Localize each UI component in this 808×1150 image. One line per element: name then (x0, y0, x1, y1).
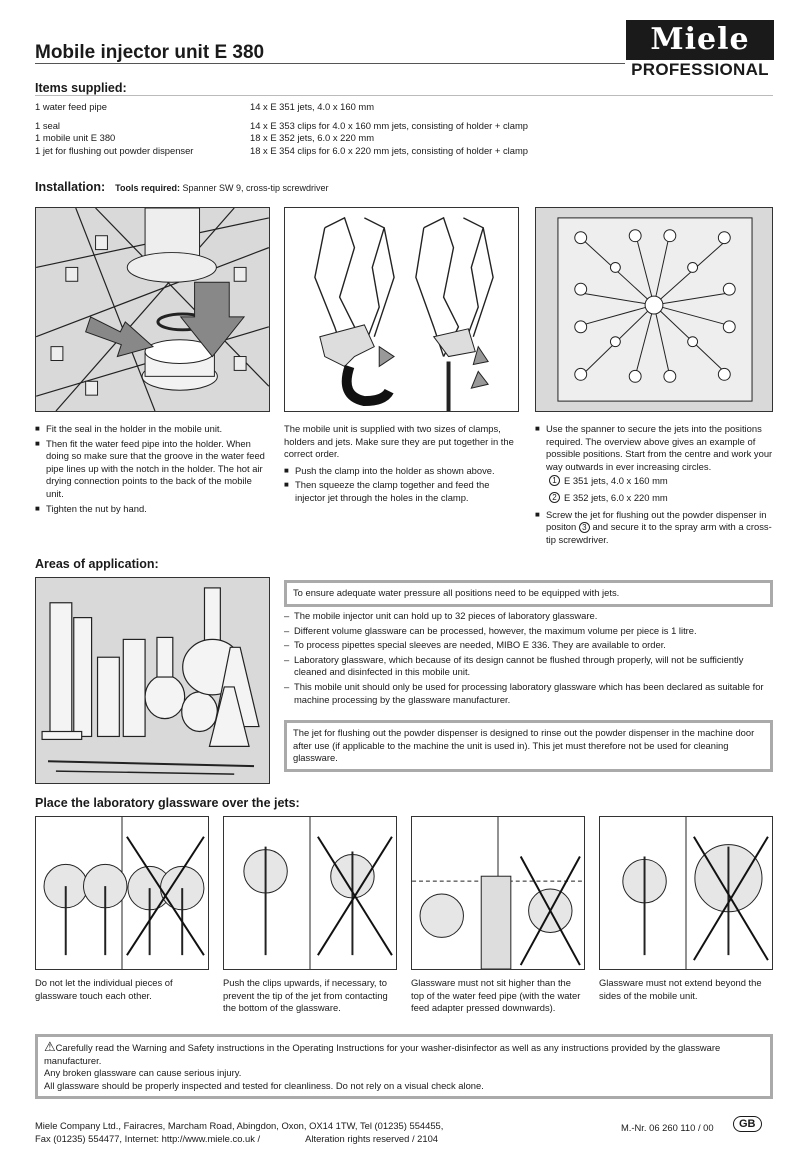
item-left: 1 water feed pipe (35, 101, 107, 112)
tools-required (115, 182, 328, 195)
step-item: ■ Then fit the water feed pipe into the holder. When doing so make sure that the groove in the water feed pipe lines up with the notch in the holder. The hot air drying connection points to the back of the mobile unit. (35, 438, 270, 501)
areas-list (284, 610, 773, 708)
areas-list-item: – Laboratory glassware, which because of its design cannot be flushed through properly, will not be sufficiently cleaned and disinfected in this mobile unit. (284, 654, 773, 679)
items-supplied-title: Items supplied: (35, 81, 127, 95)
lab-glassware-illustration (36, 578, 269, 783)
figure-jet-positions (535, 207, 773, 412)
item-right: 18 x E 354 clips for 6.0 x 220 mm jets, consisting of holder + clamp (250, 144, 528, 156)
no-touch-illustration (36, 817, 208, 969)
jet-type-1 (549, 475, 773, 488)
areas-title: Areas of application: (35, 557, 159, 571)
powder-dispenser-note: The jet for flushing out the powder dispenser is designed to rinse out the powder dispenser in the machine door after use (if applicable to the machine the unit is used in). This jet must therefore not be used for cleaning glassware. (284, 720, 773, 772)
footer-line-1: Miele Company Ltd., Fairacres, Marcham Road, Abingdon, Oxon, OX14 1TW, Tel (01235) 554455, (35, 1120, 444, 1131)
items-left-list (35, 101, 245, 157)
tools-label: Tools required: (115, 183, 180, 193)
installation-steps-col1 (35, 423, 270, 517)
height-limit-illustration (412, 817, 584, 969)
areas-list-item: – To process pipettes special sleeves are needed, MIBO E 336. They are available to order. (284, 639, 773, 652)
width-limit-illustration (600, 817, 772, 969)
step-item: ■ Fit the seal in the holder in the mobile unit. (35, 423, 270, 436)
col3-list (535, 423, 773, 473)
jet1-label: E 351 jets, 4.0 x 160 mm (564, 475, 668, 487)
caption-no-touch: Do not let the individual pieces of glassware touch each other. (35, 977, 173, 1001)
brand-logo-sub: PROFESSIONAL (631, 60, 769, 79)
warning-line (44, 1041, 764, 1067)
figure-height-limit (411, 816, 585, 970)
warning-line-3: All glassware should be properly inspected and tested for cleanliness. Do not rely on a visual check alone. (44, 1079, 484, 1091)
col3-list-2 (535, 509, 773, 547)
areas-list-item: – Different volume glassware can be processed, however, the maximum volume per piece is 1 litre. (284, 625, 773, 638)
caption-push-clips: Push the clips upwards, if necessary, to prevent the tip of the jet from contacting the bottom of the glassware. (223, 977, 388, 1014)
language-badge: GB (733, 1116, 762, 1132)
installation-steps-col3 (535, 423, 773, 548)
figure-clamp-holder (284, 207, 519, 412)
jet1-number: 1 (549, 475, 560, 486)
installation-header (35, 180, 329, 195)
footer-line-2 (35, 1133, 595, 1146)
tools-value: Spanner SW 9, cross-tip screwdriver (182, 183, 329, 193)
figure-width-limit (599, 816, 773, 970)
step-item (535, 509, 773, 547)
step-item: ■ Push the clamp into the holder as shown above. (284, 465, 519, 478)
seal-holder-illustration (36, 208, 269, 411)
jet-positions-illustration (536, 208, 772, 411)
warning-line-1: Carefully read the Warning and Safety instructions in the Operating Instructions for your washer-disinfector as well as any instructions provided by the glassware manufacturer. (44, 1042, 721, 1066)
figure-seal-holder (35, 207, 270, 412)
jet2-number: 2 (549, 492, 560, 503)
alteration-rights: Alteration rights reserved / 2104 (305, 1132, 439, 1144)
figure-push-clips (223, 816, 397, 970)
areas-list-item: – The mobile injector unit can hold up to 32 pieces of laboratory glassware. (284, 610, 773, 623)
place-title: Place the laboratory glassware over the jets: (35, 796, 300, 810)
push-clips-illustration (224, 817, 396, 969)
warning-triangle-icon: ⚠ (44, 1039, 56, 1054)
title-rule (35, 63, 625, 64)
step-text-post: and secure it to the spray arm with a cross-tip screwdriver. (546, 521, 772, 545)
warning-box (35, 1034, 773, 1099)
installation-steps-col2 (284, 423, 519, 507)
footer-contact: Fax (01235) 554477, Internet: http://www.miele.co.uk / (35, 1132, 261, 1144)
brand-logo (626, 20, 774, 80)
col2-list (284, 465, 519, 505)
jet2-label: E 352 jets, 6.0 x 220 mm (564, 491, 668, 503)
step-text-pre: Screw the jet for flushing out the powder dispenser in positon (546, 508, 767, 533)
position-3-number: 3 (579, 522, 590, 533)
document-number: M.-Nr. 06 260 110 / 00 (621, 1122, 714, 1133)
items-right-list (250, 101, 770, 157)
brand-logo-mark: Miele (626, 20, 774, 60)
areas-list-item: – This mobile unit should only be used for processing laboratory glassware which has been declared as suitable for machine processing by the glassware manufacturer. (284, 681, 773, 706)
step-item: ■ Use the spanner to secure the jets into the positions required. The overview above gives an example of possible positions. Start from the centre and work your way outwards in ever increasing circles. (535, 423, 773, 473)
page-title: Mobile injector unit E 380 (35, 42, 265, 63)
item-left: 1 jet for flushing out powder dispenser (35, 144, 194, 156)
figure-lab-glassware (35, 577, 270, 784)
figure-no-touch (35, 816, 209, 970)
warning-line-2: Any broken glassware can cause serious injury. (44, 1067, 242, 1079)
clamp-holder-illustration (285, 208, 518, 411)
footer-address (35, 1120, 595, 1145)
installation-title: Installation: (35, 180, 106, 194)
item-right: 18 x E 352 jets, 6.0 x 220 mm (250, 132, 375, 144)
step-item: ■ Tighten the nut by hand. (35, 503, 270, 516)
water-pressure-note: To ensure adequate water pressure all positions need to be equipped with jets. (284, 580, 773, 607)
caption-height-limit: Glassware must not sit higher than the top of the water feed pipe (with the water feed adapter pressed downwards). (411, 977, 581, 1014)
jet-type-2 (549, 492, 773, 505)
item-right: 14 x E 353 clips for 4.0 x 160 mm jets, consisting of holder + clamp (250, 119, 528, 131)
caption-width-limit: Glassware must not extend beyond the sides of the mobile unit. (599, 977, 762, 1001)
item-right: 14 x E 351 jets, 4.0 x 160 mm (250, 101, 375, 112)
step-item: ■ Then squeeze the clamp together and feed the injector jet through the holes in the clamp. (284, 479, 519, 504)
col2-intro: The mobile unit is supplied with two sizes of clamps, holders and jets. Make sure they are put together in the correct order. (284, 423, 514, 460)
item-left: 1 seal (35, 119, 61, 131)
items-rule (35, 95, 773, 96)
item-left: 1 mobile unit E 380 (35, 132, 116, 144)
